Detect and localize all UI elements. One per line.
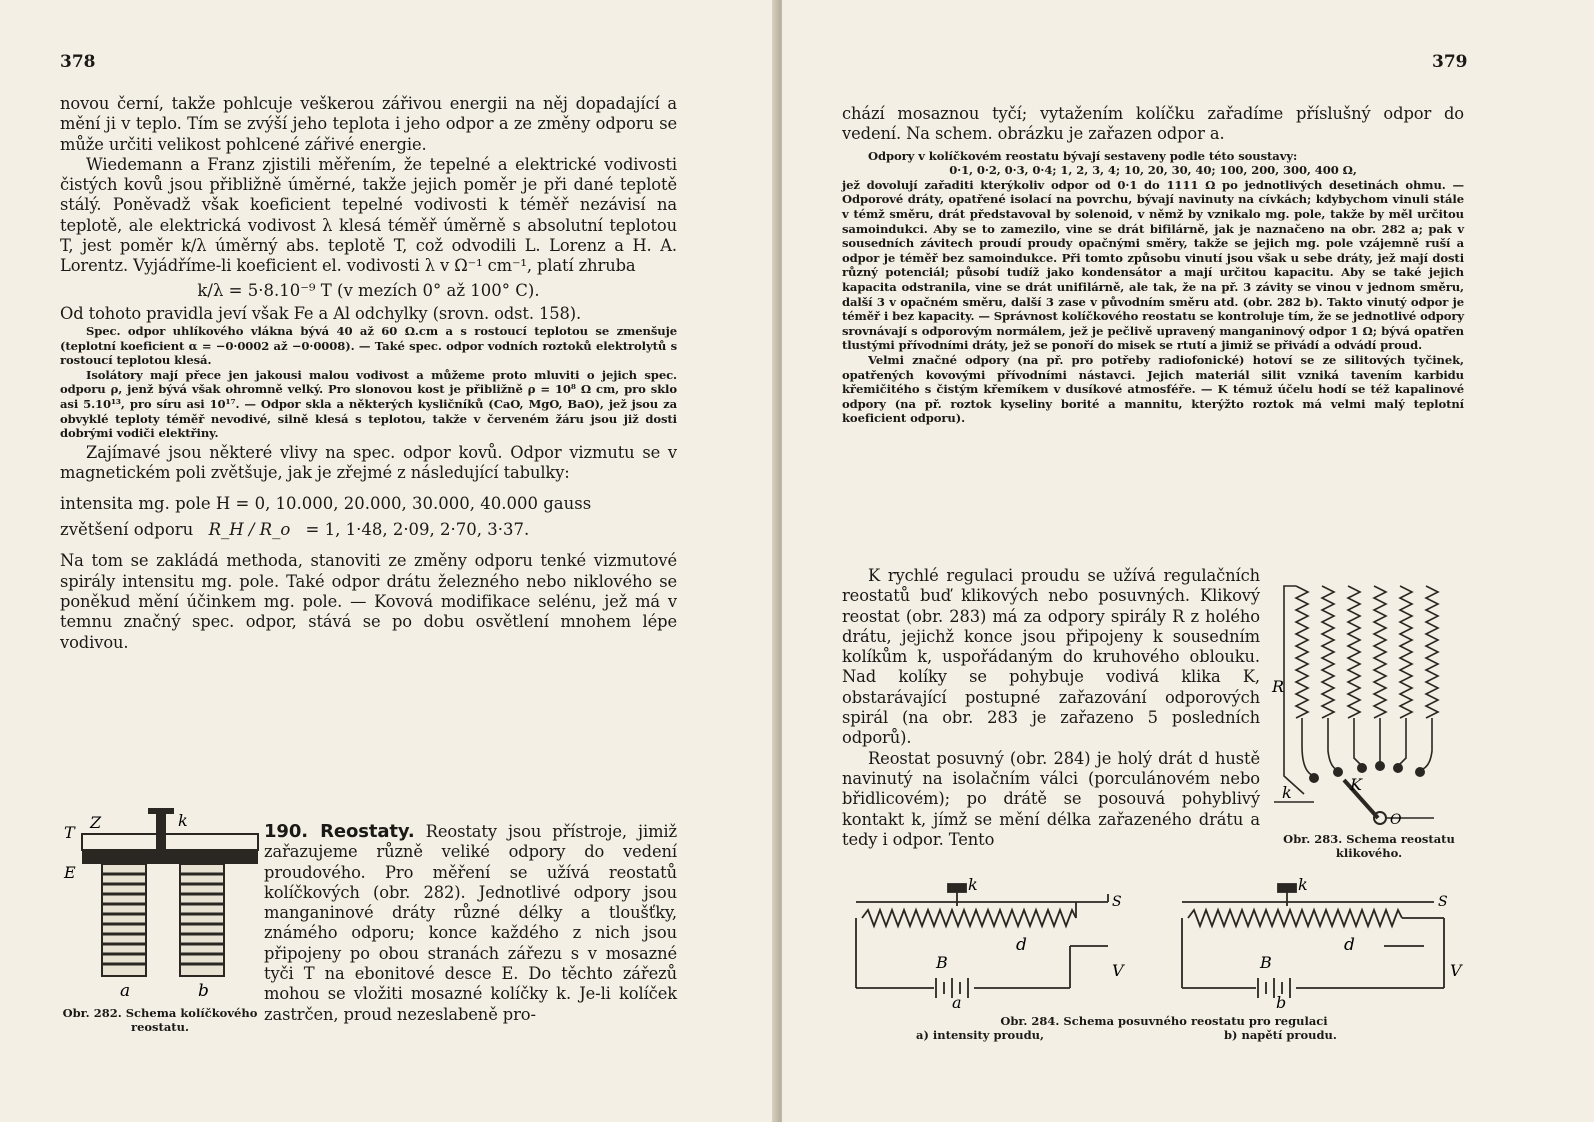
coil-a	[102, 864, 146, 976]
fig-label: S	[1112, 894, 1122, 910]
plug	[156, 810, 166, 852]
fig-label: k	[968, 875, 978, 894]
small-paragraph: Odpory v kolíčkovém reostatu bývají sestaveny podle této soustavy:	[868, 148, 1298, 163]
right-text-column	[842, 104, 1464, 426]
left-page	[0, 0, 778, 1122]
fig-label: T	[64, 823, 75, 842]
figure-subcaption-a: a) intensity proudu,	[916, 1028, 1044, 1042]
fig-label: O	[1390, 812, 1402, 828]
paragraph: Wiedemann a Franz zjistili měřením, že tepelné a elektrické vodivosti čistých kovů jsou přibližně úměrné, takže jejich poměr je při dané teplotě stálý. Poněvadž však koeficient tepelné vodivosti k téměř nezávisí na teplotě, ale elektrická vodivost λ klesá téměř úměrně s absolutní teplotou T, jest poměr k/λ úměrný abs. teplotě T, což odvodili L. Lorenz a H. A. Lorentz. Vyjádříme-li koeficient el. vodivosti λ v Ω⁻¹ cm⁻¹, platí zhruba	[60, 154, 677, 276]
figure-caption: Obr. 283. Schema reostatu klikového.	[1283, 832, 1455, 860]
ebonite-board	[82, 850, 258, 864]
page-number: 378	[60, 52, 96, 72]
resistor-series: 0·1, 0·2, 0·3, 0·4; 1, 2, 3, 4; 10, 20, 30, 40; 100, 200, 300, 400 Ω,	[949, 163, 1357, 178]
table-row-label: zvětšení odporu	[60, 520, 194, 540]
figure-284-drawing	[844, 870, 1484, 1010]
paragraph: Zajímavé jsou některé vlivy na spec. odpor kovů. Odpor vizmutu se v magnetickém poli zvětšuje, jak je zřejmé z následující tabulky:	[60, 442, 677, 483]
paragraph: K rychlé regulaci proudu se užívá regulačních reostatů buď klikových nebo posuvných. Klikový reostat (obr. 283) má za odpory spirály R z holého drátu, jejichž konce jsou připojeny k sousedním kolíkům k, uspořádaným do kruhového oblouku. Nad kolíky se pohybuje vodivá klika K, obstarávající postupné zařazování odporových spirál (na obr. 283 je zařazeno 5 posledních odporů).	[842, 566, 1260, 748]
fig-label: k	[1282, 783, 1292, 802]
figure-282-drawing	[60, 802, 272, 1002]
resistor-spirals	[1296, 586, 1438, 718]
small-paragraph: Isolátory mají přece jen jakousi malou vodivost a můžeme proto mluviti o jejich spec. odporu ρ, jenž bývá však ohromně velký. Pro slonovou kost je přibližně ρ = 10⁸ Ω cm, pro sklo asi 5.10¹³, pro síru asi 10¹⁷. — Odpor skla a některých kysličníků (CaO, MgO, BaO), jež jsou za obvyklé teploty téměř nevodivé, silně klesá s teplotou, takže v červeném žáru jsou již dosti dobrými vodiči elektřiny.	[60, 367, 677, 441]
paragraph: Reostat posuvný (obr. 284) je holý drát d hustě navinutý na isolačním válci (porculánovém nebo břidlicovém); po drátě se posouvá pohyblivý kontakt k, jímž se mění délka zařazeného drátu a tedy i odpor. Tento	[842, 748, 1260, 849]
table-row-fraction: R_H / R_o	[208, 520, 291, 540]
fig-label: E	[64, 863, 76, 882]
fig-label: k	[1298, 875, 1308, 894]
formula: k/λ = 5·8.10⁻⁹ T (v mezích 0° až 100° C).	[197, 280, 540, 300]
fig-label: S	[1438, 894, 1448, 910]
fig-label: V	[1112, 961, 1124, 980]
paragraph: chází mosaznou tyčí; vytažením kolíčku zařadíme příslušný odpor do vedení. Na schem. obrázku je zařazen odpor a.	[842, 104, 1464, 144]
paragraph: Na tom se zakládá methoda, stanoviti ze změny odporu tenké vizmutové spirály intensitu mg. pole. Také odpor drátu železného nebo niklového se poněkud mění účinkem mg. pole. — Kovová modifikace selénu, jež má v temnu značný spec. odpor, stává se po dobu osvětlení mnohem lépe vodivou.	[60, 551, 677, 652]
fig-label: b	[198, 981, 209, 1001]
section-heading: 190. Reostaty.	[264, 821, 415, 842]
fig-label: Z	[90, 813, 102, 832]
figure-283	[1274, 576, 1474, 866]
paragraph: novou černí, takže pohlcuje veškerou zářivou energii na něj dopadající a mění ji v teplo. Tím se zvýší jeho teplota i jeho odpor a ze změny odporu se může určiti velikost pohlcené zářivé energie.	[60, 94, 677, 154]
fig-label: V	[1450, 961, 1462, 980]
fig-label: B	[1260, 953, 1272, 972]
paragraph: Od tohoto pravidla jeví však Fe a Al odchylky (srovn. odst. 158).	[60, 303, 582, 323]
circuit-a	[856, 884, 1108, 998]
coil-b	[180, 864, 224, 976]
small-paragraph: jež dovolují zařaditi kterýkoliv odpor od 0·1 do 1111 Ω po jednotlivých desetinách ohmu. — Odporové dráty, opatřené isolací na povrchu, bývají navinuty na cívkách; kdybychom vinuli stále v témž směru, drát představoval by solenoid, v němž by vznikalo mg. pole, takže by měl určitou samoindukci. Aby se to zamezilo, vine se drát bifilárně, jak je naznačeno na obr. 282 a; pak v sousedních závitech proudí proudy opačnými směry, takže se jejich mg. pole vzájemně ruší a odpor je téměř bez samoindukce. Při tomto způsobu vinutí jsou však u sebe dráty, jež mají dosti různý potenciál; působí tudíž jako kondensátor a mají určitou kapacitu. Aby se také jejich kapacita odstranila, vine se drát unifilárně, ale tak, že na př. 3 závity se vinou v jednom směru, další 3 v opačném směru, další 3 zase v původním směru atd. (obr. 282 b). Takto vinutý odpor je téměř i bez kapacity. — Správnost kolíčkového reostatu se kontroluje tím, že se jednotlivé odpory srovnávají s odporovým normálem, jež je pečlivě upravený manganinový odpor 1 Ω; bývá opatřen tlustými přívodními dráty, jež se ponoří do misek se rtutí a jimiž se přivádí a odvádí proud.	[842, 177, 1465, 353]
page-number: 379	[1432, 52, 1468, 72]
table-row	[60, 517, 677, 543]
figure-283-drawing	[1274, 576, 1474, 828]
fig-label: d	[1344, 935, 1355, 955]
contact-studs	[1309, 761, 1425, 783]
figure-282	[60, 802, 272, 1048]
left-section-column	[264, 822, 677, 1025]
fig-label: R	[1272, 677, 1285, 696]
figure-284	[844, 870, 1484, 1060]
figure-caption: Obr. 282. Schema kolíčkového reostatu.	[62, 1006, 258, 1034]
figure-caption: Obr. 284. Schema posuvného reostatu pro regulaci	[1000, 1014, 1328, 1028]
brass-bar	[82, 834, 258, 850]
fig-label: B	[936, 953, 948, 972]
circuit-b	[1182, 884, 1444, 998]
table-row: intensita mg. pole H = 0, 10.000, 20.000, 30.000, 40.000 gauss	[60, 494, 592, 514]
left-text-column	[60, 94, 677, 653]
table-row-values: = 1, 1·48, 2·09, 2·70, 3·37.	[305, 520, 530, 540]
small-paragraph: Velmi značné odpory (na př. pro potřeby radiofonické) hotoví se ze silitových tyčinek, opatřených kovovými přívodními nástavci. Jejich materiál silit vzniká tavením karbidu křemičitého s čistým křemíkem v dusíkové atmosféře. — K témuž účelu hodí se též kapalinové odpory (na př. roztok kyseliny borité a mannitu, kterýžto roztok má velmi malý teplotní koeficient odporu).	[842, 352, 1464, 426]
fig-label: b	[1276, 993, 1287, 1012]
paragraph: Reostaty jsou přístroje, jimiž zařazujeme různě veliké odpory do vedení proudového. Pro měření se užívá reostatů kolíčkových (obr. 282). Jednotlivé odpory jsou manganinové dráty různé délky a tloušťky, známého odporu; konce každého z nich jsou připojeny po obou stranách zářezu s v mosazné tyči T na ebonitové desce E. Do těchto zářezů mohou se vložiti mosazné kolíčky k. Je-li kolíček zastrčen, proud nezeslabeně pro-	[264, 822, 678, 1024]
fig-label: a	[952, 993, 962, 1012]
fig-label: d	[1016, 935, 1027, 955]
right-main-column	[842, 566, 1260, 850]
fig-label: k	[178, 811, 188, 830]
figure-subcaption-b: b) napětí proudu.	[1224, 1028, 1337, 1042]
bismuth-table	[60, 491, 677, 543]
right-page	[782, 0, 1594, 1122]
fig-label: a	[120, 981, 131, 1001]
small-paragraph: Spec. odpor uhlíkového vlákna bývá 40 až 60 Ω.cm a s rostoucí teplotou se zmenšuje (teplotní koeficient α = −0·0002 až −0·0008). — Také spec. odpor vodních roztoků elektrolytů s rostoucí teplotou klesá.	[60, 323, 677, 368]
fig-label: K	[1350, 775, 1362, 794]
